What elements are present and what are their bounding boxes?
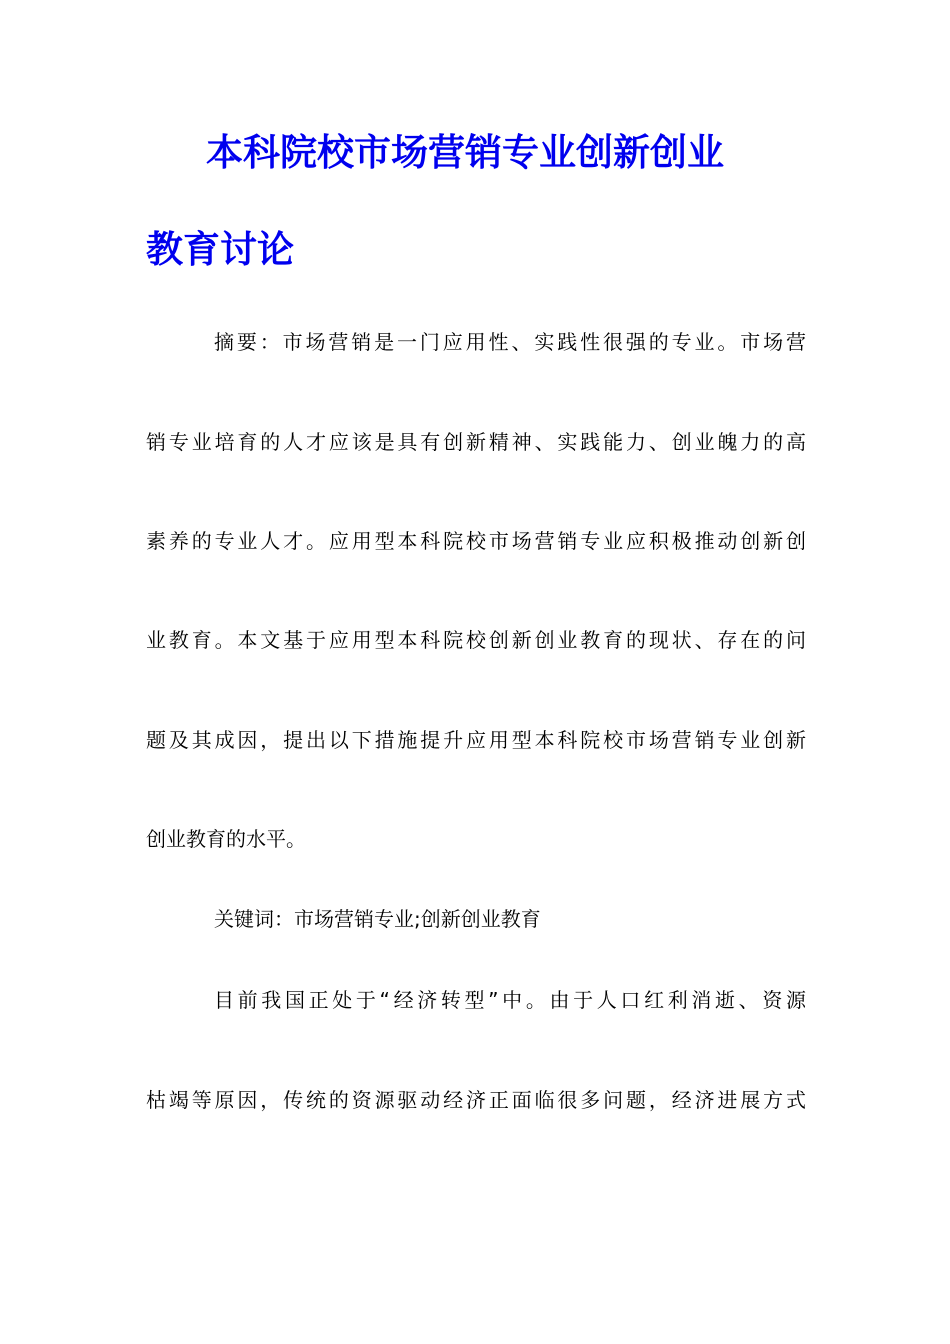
body-line-2: 枯竭等原因，传统的资源驱动经济正面临很多问题，经济进展方式	[146, 1088, 806, 1112]
abstract-line-5: 题及其成因，提出以下措施提升应用型本科院校市场营销专业创新	[146, 728, 806, 752]
abstract-line-1: 摘要：市场营销是一门应用性、实践性很强的专业。市场营	[214, 330, 806, 354]
document-title-line-1: 本科院校市场营销专业创新创业	[206, 131, 724, 174]
body-line-1: 目前我国正处于“经济转型”中。由于人口红利消逝、资源	[214, 988, 806, 1012]
abstract-line-4: 业教育。本文基于应用型本科院校创新创业教育的现状、存在的问	[146, 628, 806, 652]
abstract-line-3: 素养的专业人才。应用型本科院校市场营销专业应积极推动创新创	[146, 529, 806, 553]
document-title-line-2: 教育讨论	[146, 228, 294, 271]
abstract-line-2: 销专业培育的人才应该是具有创新精神、实践能力、创业魄力的高	[146, 430, 806, 454]
abstract-line-6: 创业教育的水平。	[146, 827, 306, 851]
keywords-line: 关键词：市场营销专业;创新创业教育	[214, 907, 541, 931]
